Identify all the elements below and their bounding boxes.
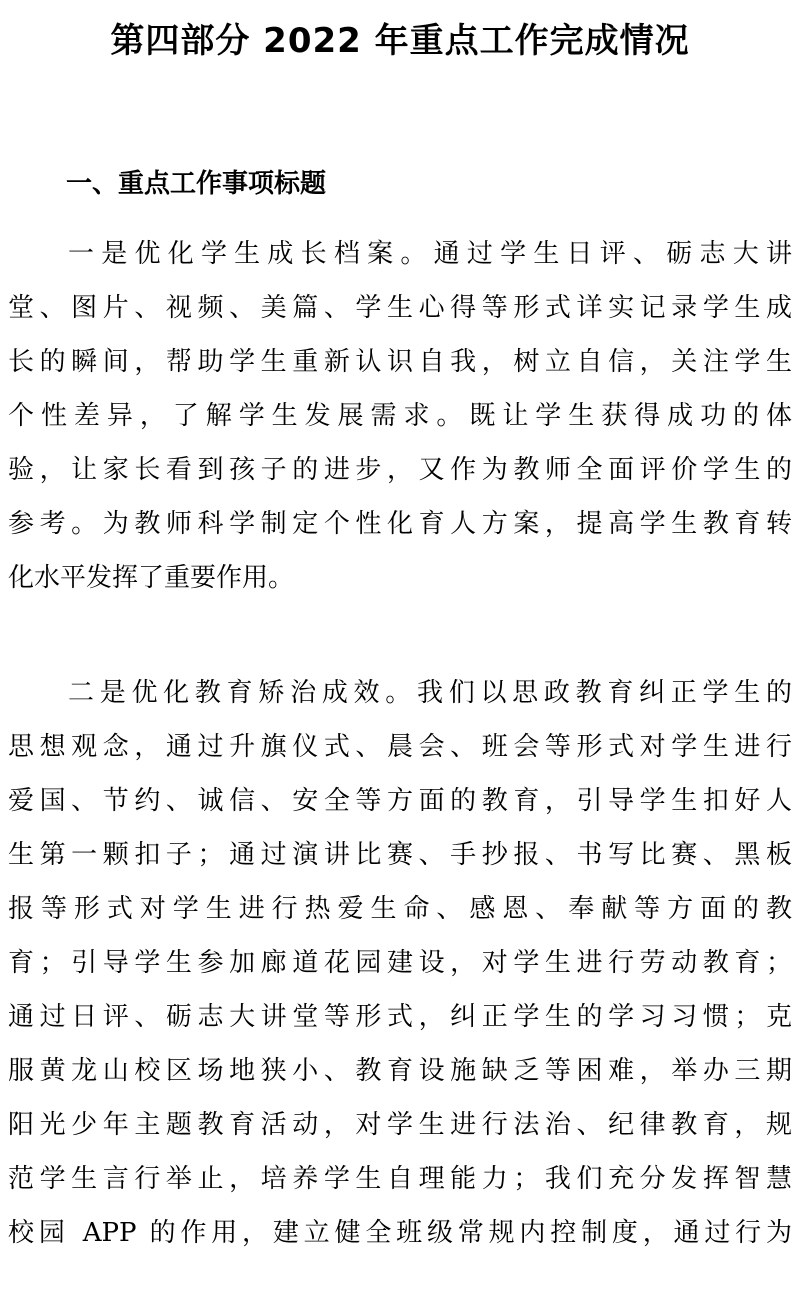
paragraph-line: 育；引导学生参加廊道花园建设，对学生进行劳动教育； — [8, 948, 792, 978]
paragraph-line: 个性差异，了解学生发展需求。既让学生获得成功的体 — [8, 401, 792, 431]
paragraph-line: 化水平发挥了重要作用。 — [8, 563, 295, 593]
paragraph-line: 范学生言行举止，培养学生自理能力；我们充分发挥智慧 — [8, 1164, 792, 1194]
section-heading: 一、重点工作事项标题 — [66, 169, 327, 199]
paragraph-line: 堂、图片、视频、美篇、学生心得等形式详实记录学生成 — [8, 293, 792, 323]
paragraph-line: 生第一颗扣子；通过演讲比赛、手抄报、书写比赛、黑板 — [8, 840, 792, 870]
paragraph-1 — [8, 227, 792, 605]
paragraph-line: 校园 APP 的作用，建立健全班级常规内控制度，通过行为 — [8, 1218, 792, 1248]
paragraph-line: 长的瞬间，帮助学生重新认识自我，树立自信，关注学生 — [8, 347, 792, 377]
paragraph-line: 一是优化学生成长档案。通过学生日评、砺志大讲 — [68, 239, 792, 269]
paragraph-line: 报等形式对学生进行热爱生命、感恩、奉献等方面的教 — [8, 894, 792, 924]
paragraph-2 — [8, 666, 792, 1260]
paragraph-line: 二是优化教育矫治成效。我们以思政教育纠正学生的 — [68, 678, 792, 708]
paragraph-line: 阳光少年主题教育活动，对学生进行法治、纪律教育，规 — [8, 1110, 792, 1140]
paragraph-line: 验，让家长看到孩子的进步，又作为教师全面评价学生的 — [8, 455, 792, 485]
paragraph-line: 参考。为教师科学制定个性化育人方案，提高学生教育转 — [8, 509, 792, 539]
page-title: 第四部分 2022 年重点工作完成情况 — [110, 21, 690, 61]
paragraph-line: 通过日评、砺志大讲堂等形式，纠正学生的学习习惯；克 — [8, 1002, 792, 1032]
paragraph-line: 爱国、节约、诚信、安全等方面的教育，引导学生扣好人 — [8, 786, 792, 816]
paragraph-line: 服黄龙山校区场地狭小、教育设施缺乏等困难，举办三期 — [8, 1056, 792, 1086]
paragraph-line: 思想观念，通过升旗仪式、晨会、班会等形式对学生进行 — [8, 732, 792, 762]
